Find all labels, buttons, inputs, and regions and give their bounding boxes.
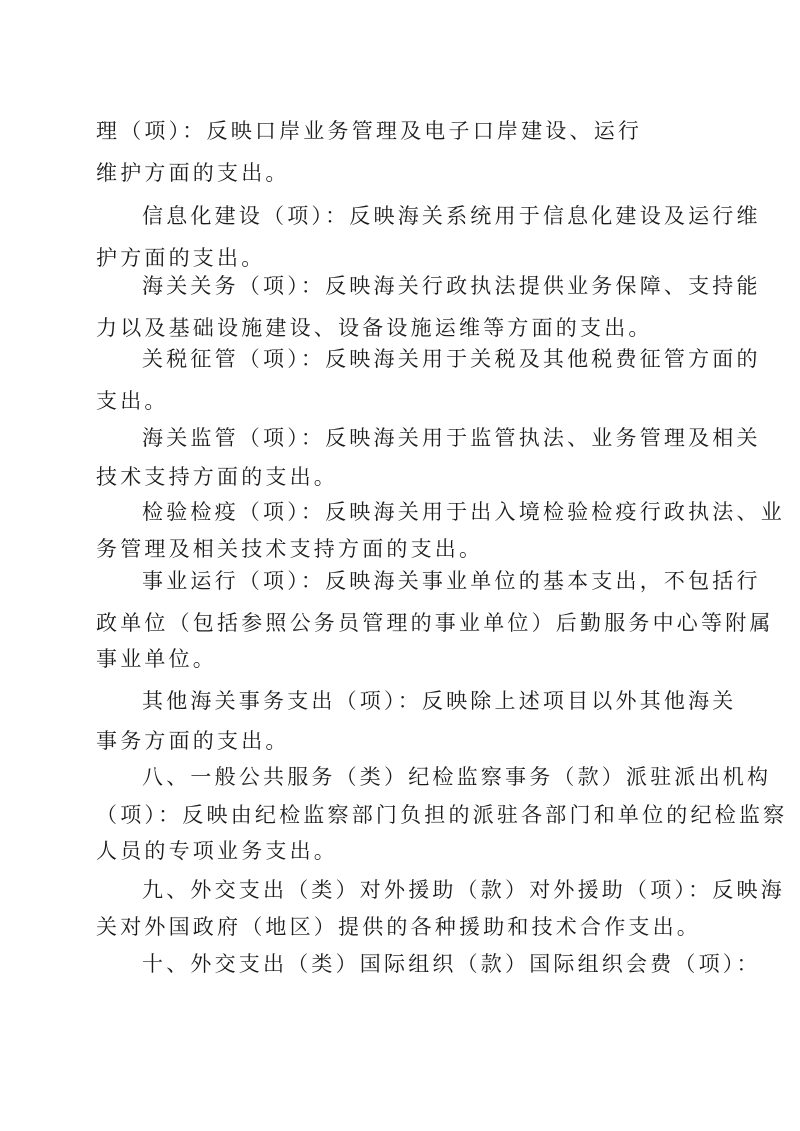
text-line: 海关监管（项）：反映海关用于监管执法、业务管理及相关 (142, 426, 761, 450)
text-line: 技术支持方面的支出。 (96, 465, 338, 489)
text-line: （项）：反映由纪检监察部门负担的派驻各部门和单位的纪检监察 (96, 803, 788, 827)
text-line: 力以及基础设施建设、设备设施运维等方面的支出。 (96, 316, 653, 340)
text-line: 关对外国政府（地区）提供的各种援助和技术合作支出。 (96, 915, 701, 939)
text-line: 关税征管（项）：反映海关用于关税及其他税费征管方面的 (142, 347, 761, 371)
text-line: 检验检疫（项）：反映海关用于出入境检验检疫行政执法、业 (142, 500, 785, 524)
text-line: 务管理及相关技术支持方面的支出。 (96, 537, 484, 561)
text-line: 事业运行（项）：反映海关事业单位的基本支出，不包括行 (142, 569, 761, 593)
text-line: 政单位（包括参照公务员管理的事业单位）后勤服务中心等附属 (96, 611, 774, 635)
text-line: 海关关务（项）：反映海关行政执法提供业务保障、支持能 (142, 274, 761, 298)
text-line: 人员的专项业务支出。 (96, 839, 338, 863)
text-line: 事业单位。 (96, 647, 217, 671)
text-line: 事务方面的支出。 (96, 729, 290, 753)
text-line: 信息化建设（项）：反映海关系统用于信息化建设及运行维 (142, 204, 761, 228)
text-line: 支出。 (96, 389, 169, 413)
text-line: 其他海关事务支出（项）：反映除上述项目以外其他海关 (142, 689, 737, 713)
text-line: 维护方面的支出。 (96, 161, 290, 185)
text-line: 八、一般公共服务（类）纪检监察事务（款）派驻派出机构 (142, 765, 772, 789)
text-line: 护方面的支出。 (96, 246, 266, 270)
text-line: 九、外交支出（类）对外援助（款）对外援助（项）：反映海 (142, 878, 785, 902)
text-line: 理（项）：反映口岸业务管理及电子口岸建设、运行 (96, 119, 643, 143)
text-line: 十、外交支出（类）国际组织（款）国际组织会费（项）： (142, 952, 761, 976)
